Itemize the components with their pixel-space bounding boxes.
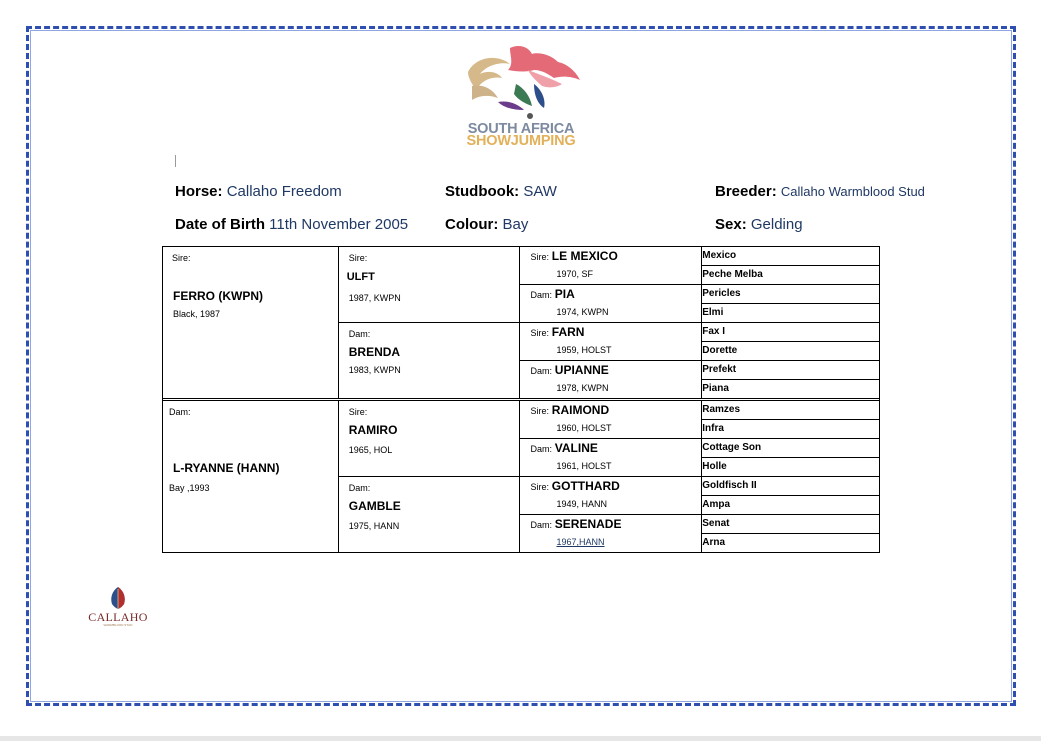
sex-field [715,216,803,233]
gen2-detail: 1987, KWPN [348,293,401,303]
gen2-label: Dam: [348,483,371,493]
gen3-cell [520,361,702,399]
gen2-name: RAMIRO [348,423,398,437]
gen2-detail: 1965, HOL [348,445,393,455]
gen3-name: SERENADE [554,517,622,531]
gen3-name: VALINE [554,441,598,455]
dam-name: L-RYANNE (HANN) [173,461,280,475]
sire-detail: Black, 1987 [173,309,221,319]
gen4-cell: Ramzes [702,401,880,420]
sire-cell [163,247,339,399]
breeder-value: Callaho Warmblood Stud [780,184,925,199]
breeder-label: Breeder: [715,183,777,200]
gen2-cell [338,477,520,553]
gen3-label: Sire: [530,406,549,416]
sex-label: Sex: [715,216,747,233]
gen3-detail: 1960, HOLST [556,423,612,433]
horse-rider-icon [458,44,584,124]
gen3-label: Dam: [530,290,552,300]
gen2-detail: 1983, KWPN [348,365,401,375]
colour-value: Bay [502,216,529,233]
gen4-cell: Fax I [702,323,880,342]
colour-field [445,216,528,233]
gen4-cell: Mexico [702,247,880,266]
studbook-field [445,183,557,200]
dam-label: Dam: [169,407,191,417]
sex-value: Gelding [750,216,803,233]
gen2-cell [338,401,520,477]
dam-detail: Bay ,1993 [169,483,210,493]
dam-cell [163,401,339,553]
colour-label: Colour: [445,216,499,233]
gen2-cell [338,323,520,399]
horse-field [175,183,342,200]
gen3-detail: 1967,HANN [556,537,605,547]
sire-label: Sire: [172,253,191,263]
gen4-cell: Dorette [702,342,880,361]
gen3-name: LE MEXICO [551,249,618,263]
gen3-detail: 1978, KWPN [556,383,609,393]
gen2-cell [338,247,520,323]
dob-field [175,216,408,233]
gen2-name: GAMBLE [348,499,401,513]
gen4-cell: Prefekt [702,361,880,380]
gen3-cell [520,515,702,553]
gen3-label: Dam: [530,520,552,530]
gen3-detail: 1970, SF [556,269,594,279]
sire-name: FERRO (KWPN) [173,289,263,303]
callaho-logo [86,586,150,626]
sa-showjumping-logo [458,44,584,150]
gen3-name: UPIANNE [554,363,609,377]
gen4-cell: Cottage Son [702,439,880,458]
horse-label: Horse: [175,183,223,200]
gen4-cell: Peche Melba [702,266,880,285]
gen3-label: Dam: [530,444,552,454]
studbook-label: Studbook: [445,183,520,200]
gen3-label: Sire: [530,252,549,262]
gen3-label: Sire: [530,328,549,338]
horse-value: Callaho Freedom [226,183,342,200]
gen4-cell: Holle [702,458,880,477]
gen4-cell: Goldfisch II [702,477,880,496]
dob-label: Date of Birth [175,216,265,233]
logo-line-2: SHOWJUMPING [466,133,576,149]
dob-value: 11th November 2005 [269,216,409,233]
gen3-label: Dam: [530,366,552,376]
gen4-cell: Piana [702,380,880,399]
callaho-sub: WARMBLOOD STUD [103,623,133,627]
gen3-name: FARN [551,325,585,339]
gen3-label: Sire: [530,482,549,492]
gen3-name: GOTTHARD [551,479,620,493]
bottom-strip [0,736,1041,741]
pedigree-table [162,246,880,553]
breeder-field [715,183,925,200]
gen3-name: RAIMOND [551,403,610,417]
gen3-detail: 1959, HOLST [556,345,612,355]
gen3-cell [520,401,702,439]
shield-icon [86,586,150,610]
gen2-name: ULFT [346,271,375,283]
gen4-cell: Elmi [702,304,880,323]
gen3-cell [520,439,702,477]
text-cursor [175,155,176,167]
studbook-value: SAW [523,183,557,200]
gen4-cell: Arna [702,534,880,553]
gen3-cell [520,247,702,285]
gen4-cell: Infra [702,420,880,439]
callaho-name: CALLAHO [88,610,148,624]
gen3-detail: 1974, KWPN [556,307,609,317]
gen2-detail: 1975, HANN [348,521,400,531]
gen4-cell: Senat [702,515,880,534]
gen3-detail: 1949, HANN [556,499,608,509]
gen3-name: PIA [554,287,575,301]
gen2-label: Sire: [348,407,368,417]
gen4-cell: Ampa [702,496,880,515]
logo-line-1: SOUTH AFRICA [467,121,575,137]
gen4-cell: Pericles [702,285,880,304]
gen3-cell [520,285,702,323]
gen3-detail: 1961, HOLST [556,461,612,471]
gen3-cell [520,323,702,361]
gen2-name: BRENDA [348,345,401,359]
gen2-label: Dam: [348,329,371,339]
gen3-cell [520,477,702,515]
gen2-label: Sire: [348,253,368,263]
